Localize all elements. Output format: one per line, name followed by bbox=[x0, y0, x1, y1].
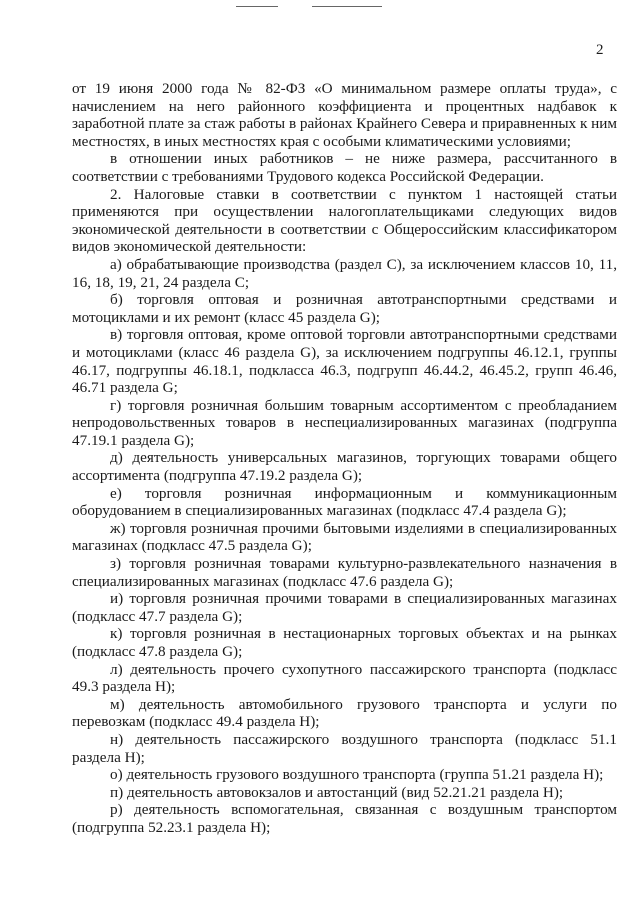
list-item-n: н) деятельность пассажирского воздушного транспорта (подкласс 51.1 раздела Н); bbox=[72, 730, 617, 766]
list-item-k: к) торговля розничная в нестационарных торговых объектах и на рынках (подкласс 47.8 раздела G); bbox=[72, 625, 617, 660]
list-item-g: г) торговля розничная большим товарным ассортиментом с преобладанием непродовольственных товаров в неспециализированных магазинах (подгруппа 47.19.1 раздела G); bbox=[72, 396, 617, 449]
top-rule-left bbox=[236, 6, 278, 7]
paragraph-continuation: от 19 июня 2000 года № 82-ФЗ «О минимальном размере оплаты труда», с начислением на него районного коэффициента и процентных надбавок к заработной плате за стаж работы в районах Крайнего Севера и приравненных к ним местностях, в иных местностях края с особыми климатическими условиями; bbox=[72, 80, 617, 150]
list-item-v: в) торговля оптовая, кроме оптовой торговли автотранспортными средствами и мотоциклами (класс 46 раздела G), за исключением подгруппы 46.12.1, группы 46.17, подгруппы 46.18.1, подкласса 46.3, подгрупп 46.44.2, 46.45.2, групп 46.46, 46.71 раздела G; bbox=[72, 326, 617, 397]
page-number: 2 bbox=[596, 42, 604, 58]
list-item-m: м) деятельность автомобильного грузового транспорта и услуги по перевозкам (подкласс 49.4 раздела Н); bbox=[72, 695, 617, 731]
list-item-b: б) торговля оптовая и розничная автотранспортными средствами и мотоциклами и их ремонт (класс 45 раздела G); bbox=[72, 291, 617, 326]
list-item-z: з) торговля розничная товарами культурно-развлекательного назначения в специализированных магазинах (подкласс 47.6 раздела G); bbox=[72, 555, 617, 590]
list-item-r: р) деятельность вспомогательная, связанная с воздушным транспортом (подгруппа 52.23.1 раздела Н); bbox=[72, 801, 617, 836]
list-item-o: о) деятельность грузового воздушного транспорта (группа 51.21 раздела Н); bbox=[110, 766, 604, 784]
top-rule-right bbox=[312, 6, 382, 7]
list-item-i: и) торговля розничная прочими товарами в специализированных магазинах (подкласс 47.7 раздела G); bbox=[72, 590, 617, 625]
list-item-zh: ж) торговля розничная прочими бытовыми изделиями в специализированных магазинах (подкласс 47.5 раздела G); bbox=[72, 519, 617, 555]
paragraph-other-workers: в отношении иных работников – не ниже размера, рассчитанного в соответствии с требованиями Трудового кодекса Российской Федерации. bbox=[72, 150, 617, 185]
list-item-l: л) деятельность прочего сухопутного пассажирского транспорта (подкласс 49.3 раздела Н); bbox=[72, 660, 617, 696]
list-item-e: е) торговля розничная информационным и коммуникационным оборудованием в специализированных магазинах (подкласс 47.4 раздела G); bbox=[72, 484, 617, 520]
list-item-p: п) деятельность автовокзалов и автостанций (вид 52.21.21 раздела Н); bbox=[110, 783, 564, 801]
document-body bbox=[72, 80, 617, 837]
list-item-d: д) деятельность универсальных магазинов, торгующих товарами общего ассортимента (подгруппа 47.19.2 раздела G); bbox=[72, 449, 617, 485]
list-item-a: а) обрабатывающие производства (раздел С), за исключением классов 10, 11, 16, 18, 19, 21, 24 раздела С; bbox=[72, 255, 617, 291]
paragraph-item-2: 2. Налоговые ставки в соответствии с пунктом 1 настоящей статьи применяются при осуществлении налогоплательщиками следующих видов экономической деятельности в соответствии с Общероссийским классификатором видов экономической деятельности: bbox=[72, 185, 617, 256]
